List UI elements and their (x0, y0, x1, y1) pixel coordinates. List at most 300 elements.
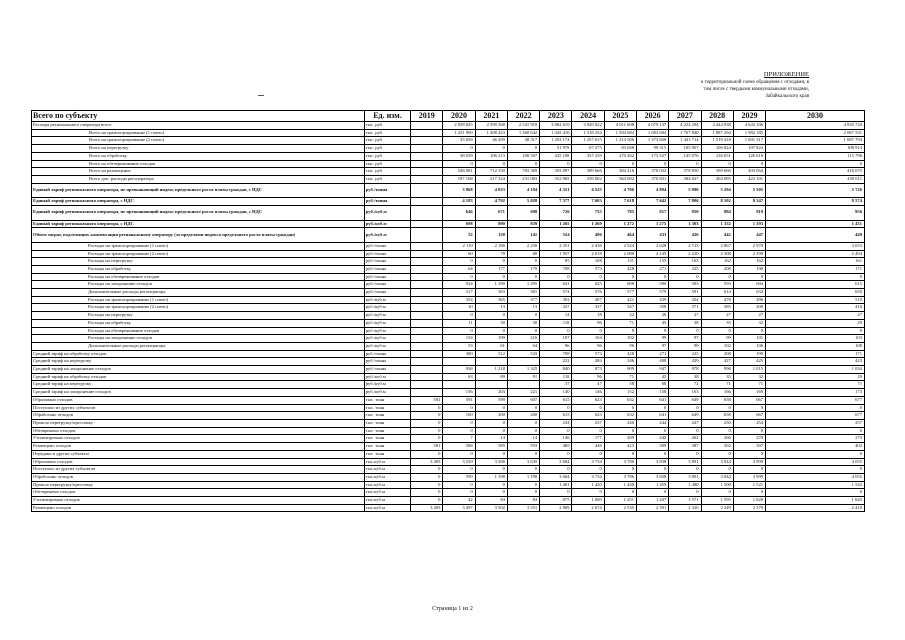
appendix-header (599, 70, 809, 100)
value-cell: 5 505 (733, 183, 765, 198)
table-row (32, 228, 865, 243)
row-label: Поступило из других субъектов (32, 404, 365, 412)
value-cell: 924 (443, 281, 475, 289)
value-cell: 1 275 (637, 220, 669, 228)
value-cell (411, 327, 443, 335)
value-cell: 96 (540, 342, 572, 350)
row-unit: руб./куб.м (364, 319, 410, 327)
appendix-title: ПРИЛОЖЕНИЕ (763, 71, 809, 78)
value-cell: 543 (507, 350, 539, 358)
value-cell: 4 894 (637, 183, 669, 198)
value-cell: 0 (637, 404, 669, 412)
value-cell: 158 (637, 389, 669, 397)
value-cell: 365 (475, 296, 507, 304)
row-label: Единый тариф регионального оператора, с НДС (32, 198, 365, 206)
table-row (32, 389, 865, 397)
value-cell: 97 (637, 342, 669, 350)
value-cell: 99 315 (637, 145, 669, 153)
value-cell: 1 269 (572, 220, 604, 228)
value-cell: 10 (443, 304, 475, 312)
row-unit: руб./куб.м (364, 327, 410, 335)
row-unit: руб./куб.м (364, 335, 410, 343)
value-cell: 244 (637, 419, 669, 427)
value-cell: 591 (669, 289, 701, 297)
value-cell (411, 281, 443, 289)
value-cell: 1 767 840 (669, 129, 701, 137)
value-cell: 593 (701, 281, 733, 289)
value-cell: 0 (507, 489, 539, 497)
value-cell: 3 838 (637, 458, 669, 466)
row-label: Расходы на обезвреживание отходов (32, 327, 365, 335)
value-cell: 585 (475, 443, 507, 451)
value-cell: 84 (475, 497, 507, 505)
value-cell: 667 (733, 396, 765, 404)
value-cell: 875 (540, 497, 572, 505)
table-row (32, 137, 865, 145)
value-cell: 337 (572, 304, 604, 312)
value-cell: 103 (766, 335, 865, 343)
table-row (32, 273, 865, 281)
value-cell: 0 (411, 489, 443, 497)
value-cell: 576 (572, 289, 604, 297)
value-cell: 257 (766, 419, 865, 427)
value-cell: 99 (669, 342, 701, 350)
value-cell: 71 (604, 373, 636, 381)
value-cell: 0 (604, 427, 636, 435)
row-label: Расходы на перегрузку (32, 312, 365, 320)
row-label: Единый тариф регионального оператора, с НДС (32, 220, 365, 228)
value-cell: 64 (443, 265, 475, 273)
row-unit: руб./куб.м (364, 220, 410, 228)
value-cell: 573 (572, 350, 604, 358)
value-cell (411, 373, 443, 381)
row-unit: тыс. тонн (364, 412, 410, 420)
value-cell: 726 (540, 205, 572, 220)
value-cell: 464 (604, 228, 636, 243)
value-cell: 0 (637, 466, 669, 474)
table-row (32, 145, 865, 153)
value-cell: 0 (507, 327, 539, 335)
table-row (32, 489, 865, 497)
row-unit: тыс. тонн (364, 404, 410, 412)
table-row (32, 373, 865, 381)
value-cell: 5 726 (766, 183, 865, 198)
value-cell: 426 (669, 228, 701, 243)
row-label: Обработано отходов (32, 412, 365, 420)
value-cell: 641 (637, 396, 669, 404)
value-cell: 2 399 (733, 250, 765, 258)
value-cell: 200 (507, 412, 539, 420)
value-cell: 1 034 (766, 366, 865, 374)
value-cell: 449 (766, 228, 865, 243)
value-cell: 698 (443, 220, 475, 228)
value-cell: 1 445 416 (540, 129, 572, 137)
value-cell: 1 257 615 (572, 137, 604, 145)
value-cell: 284 (572, 358, 604, 366)
value-cell: 0 (507, 258, 539, 266)
value-cell: 1 265 (540, 220, 572, 228)
value-cell (411, 228, 443, 243)
value-cell (411, 381, 443, 389)
row-label: Всего доп. расходы регоператора (32, 175, 365, 183)
value-cell: 623 (572, 396, 604, 404)
value-cell: 237 (572, 419, 604, 427)
value-cell: 199 (475, 335, 507, 343)
value-cell: 1 352 (701, 220, 733, 228)
value-cell: 427 (701, 358, 733, 366)
value-cell: 0 (572, 489, 604, 497)
table-row (32, 258, 865, 266)
table-row (32, 396, 865, 404)
value-cell: 2 080 (604, 250, 636, 258)
table-row (32, 183, 865, 198)
value-cell: 469 (540, 443, 572, 451)
value-cell: 0 (443, 450, 475, 458)
row-label: Размещено отходов (32, 504, 365, 512)
value-cell (411, 273, 443, 281)
value-cell: 209 (604, 435, 636, 443)
value-cell: 0 (572, 466, 604, 474)
value-cell: 7 642 (637, 198, 669, 206)
value-cell: 0 (669, 273, 701, 281)
value-cell: 115 796 (766, 152, 865, 160)
value-cell: 0 (411, 404, 443, 412)
value-cell (411, 129, 443, 137)
value-cell: 381 (507, 289, 539, 297)
value-cell: 29 (766, 319, 865, 327)
value-cell: 2 391 (637, 504, 669, 512)
row-unit: тыс. тонн (364, 427, 410, 435)
value-cell: 0 (411, 450, 443, 458)
table-row (32, 122, 865, 130)
value-cell: 658 (701, 412, 733, 420)
column-header: 2019 (411, 111, 443, 122)
value-cell: 0 (733, 427, 765, 435)
value-cell: 608 (604, 281, 636, 289)
row-unit: руб./тонна (364, 258, 410, 266)
value-cell: 708 (540, 350, 572, 358)
row-unit: руб./куб.м (364, 373, 410, 381)
value-cell: 0 (475, 404, 507, 412)
value-cell: 3 868 (443, 183, 475, 198)
value-cell: 173 527 (637, 152, 669, 160)
value-cell: 0 (604, 160, 636, 168)
value-cell: 0 (540, 450, 572, 458)
value-cell: 126 616 (733, 152, 765, 160)
value-cell: 0 (411, 481, 443, 489)
value-cell: 140 (540, 389, 572, 397)
value-cell: 0 (701, 404, 733, 412)
row-unit: руб./тонна (364, 198, 410, 206)
row-unit: руб./тонна (364, 242, 410, 250)
value-cell: 3 944 (701, 473, 733, 481)
value-cell: 275 (766, 435, 865, 443)
row-label: Обезврежено отходов (32, 427, 365, 435)
value-cell: 0 (604, 450, 636, 458)
row-label: Расходы на транспортирование (1 плечо) (32, 242, 365, 250)
value-cell: 2 867 (701, 242, 733, 250)
value-cell: 1 601 317 (733, 137, 765, 145)
value-cell: 0 (701, 273, 733, 281)
value-cell (411, 312, 443, 320)
value-cell: 108 507 (507, 152, 539, 160)
value-cell: 0 (669, 450, 701, 458)
value-cell: 0 (572, 404, 604, 412)
value-cell: 671 (475, 205, 507, 220)
value-cell: 429 (669, 358, 701, 366)
value-cell (411, 175, 443, 183)
value-cell: 422 101 (733, 175, 765, 183)
row-unit: руб./тонна (364, 366, 410, 374)
table-row (32, 198, 865, 206)
row-label: Расходы на захоронение отходов (32, 281, 365, 289)
value-cell: 2 379 (733, 504, 765, 512)
value-cell: 378 850 (669, 168, 701, 176)
row-label: Средний тариф на захоронение отходов (32, 366, 365, 374)
value-cell: 1 459 (637, 481, 669, 489)
value-cell: 1 480 (669, 481, 701, 489)
value-cell: 51 979 (540, 145, 572, 153)
value-cell: 399 (637, 443, 669, 451)
value-cell: 579 (637, 289, 669, 297)
value-cell: 0 (475, 327, 507, 335)
row-unit: тыс. тонн (364, 450, 410, 458)
value-cell: 677 (766, 396, 865, 404)
value-cell: 397 (733, 443, 765, 451)
value-cell: 0 (475, 312, 507, 320)
row-unit: руб./тонна (364, 183, 410, 198)
value-cell: 0 (637, 489, 669, 497)
value-cell: 0 (572, 273, 604, 281)
value-cell: 873 (572, 366, 604, 374)
value-cell: 1 687 793 (766, 137, 865, 145)
value-cell: 352 965 (540, 175, 572, 183)
value-cell: 0 (507, 450, 539, 458)
row-unit: руб./куб.м (364, 228, 410, 243)
value-cell: 0 (766, 427, 865, 435)
value-cell: 190 (733, 265, 765, 273)
value-cell: 0 (443, 427, 475, 435)
value-cell: 3 891 (669, 473, 701, 481)
value-cell: 1 620 (733, 497, 765, 505)
value-cell: 658 (701, 396, 733, 404)
value-cell: 370 831 (637, 175, 669, 183)
value-cell: 4 706 (604, 183, 636, 198)
value-cell: 0 (766, 273, 865, 281)
value-cell: 71 (733, 381, 765, 389)
value-cell: 677 (766, 412, 865, 420)
value-cell: 2 349 (701, 504, 733, 512)
column-header: 2026 (637, 111, 669, 122)
value-cell: 2 145 (637, 250, 669, 258)
value-cell (411, 160, 443, 168)
value-cell: 2 308 (701, 250, 733, 258)
value-cell: 35 658 (443, 137, 475, 145)
table-row (32, 342, 865, 350)
row-label: Расходы на обработку (32, 265, 365, 273)
value-cell: 45 (637, 319, 669, 327)
row-label: Размещено отходов (32, 443, 365, 451)
row-unit: руб./тонна (364, 273, 410, 281)
row-unit: руб./куб.м (364, 304, 410, 312)
value-cell: 171 (766, 265, 865, 273)
value-cell: 5 090 (669, 183, 701, 198)
value-cell: 408 (637, 358, 669, 366)
row-unit: тыс. тонн (364, 419, 410, 427)
value-cell: 1 015 (733, 366, 765, 374)
value-cell: 242 (637, 435, 669, 443)
row-unit: руб./тонна (364, 289, 410, 297)
value-cell (411, 389, 443, 397)
value-cell: 107 (540, 335, 572, 343)
value-cell: 577 (604, 289, 636, 297)
value-cell: 755 (572, 205, 604, 220)
value-cell: 363 (475, 289, 507, 297)
value-cell: 0 (475, 273, 507, 281)
value-cell: 3 635 (507, 458, 539, 466)
value-cell: 0 (540, 466, 572, 474)
value-cell: 27 (701, 312, 733, 320)
value-cell (411, 258, 443, 266)
value-cell: 1 401 (540, 481, 572, 489)
value-cell: 27 (766, 312, 865, 320)
value-cell (443, 381, 475, 389)
value-cell: 0 (604, 327, 636, 335)
value-cell: 785 (604, 205, 636, 220)
value-cell: 47 (572, 381, 604, 389)
value-cell: 108 914 (766, 145, 865, 153)
row-label: Утилизировано отходов (32, 435, 365, 443)
value-cell: 11 (443, 319, 475, 327)
value-cell (475, 381, 507, 389)
table-row (32, 296, 865, 304)
value-cell: 2 970 (733, 242, 765, 250)
value-cell: 8 102 (701, 198, 733, 206)
value-cell: 72 (669, 381, 701, 389)
table-body (32, 122, 865, 512)
value-cell: 2 723 (669, 242, 701, 250)
value-cell: 2 351 (540, 242, 572, 250)
value-cell: 0 (572, 427, 604, 435)
value-cell: 179 (507, 265, 539, 273)
table-row (32, 312, 865, 320)
value-cell: 0 (701, 160, 733, 168)
value-cell: 32 (733, 319, 765, 327)
value-cell: 1 440 (604, 481, 636, 489)
value-cell: 496 (572, 228, 604, 243)
value-cell: 632 (733, 289, 765, 297)
value-cell: 384 027 (669, 175, 701, 183)
value-cell: 161 (766, 258, 865, 266)
value-cell: 171 (766, 350, 865, 358)
table-row (32, 160, 865, 168)
value-cell: 649 (669, 412, 701, 420)
value-cell: 7 806 (669, 198, 701, 206)
value-cell (507, 381, 539, 389)
value-cell: 100 (443, 412, 475, 420)
value-cell: 1 251 900 (443, 129, 475, 137)
row-label: Прошло перегрузку/прессовку (32, 419, 365, 427)
value-cell: 101 (733, 335, 765, 343)
value-cell: 96 (604, 342, 636, 350)
table-row (32, 327, 865, 335)
value-cell: 2 018 (572, 250, 604, 258)
value-cell: 8 574 (766, 198, 865, 206)
stray-dash (258, 95, 264, 96)
row-unit: тыс. руб. (364, 152, 410, 160)
value-cell: 152 (604, 389, 636, 397)
value-cell (411, 137, 443, 145)
column-header: 2030 (766, 111, 865, 122)
value-cell: 38 (669, 373, 701, 381)
value-cell: 4 643 106 (733, 122, 765, 130)
value-cell: 359 002 (572, 175, 604, 183)
value-cell: 0 (475, 450, 507, 458)
value-cell: 0 (540, 404, 572, 412)
row-label: Средний тариф на перегрузку (32, 358, 365, 366)
row-unit: тыс.куб.м (364, 466, 410, 474)
value-cell: 3 483 (411, 504, 443, 512)
value-cell: 1 420 (572, 481, 604, 489)
value-cell: 1 272 (604, 220, 636, 228)
value-cell: 1 519 418 (701, 137, 733, 145)
value-cell: 38 039 (443, 152, 475, 160)
value-cell: 378 032 (637, 168, 669, 176)
value-cell: 0 (443, 160, 475, 168)
value-cell: 27 (733, 312, 765, 320)
column-header: Ед. изм. (364, 111, 410, 122)
value-cell: 217 324 (475, 175, 507, 183)
value-cell: 4 792 (475, 198, 507, 206)
value-cell: 3 684 (540, 473, 572, 481)
value-cell: 0 (443, 273, 475, 281)
value-cell: 0 (507, 404, 539, 412)
value-cell: 0 (701, 450, 733, 458)
value-cell: 1 594 684 (604, 129, 636, 137)
value-cell: 1 325 (507, 366, 539, 374)
value-cell: 37 (540, 381, 572, 389)
value-cell: 573 (572, 265, 604, 273)
value-cell: 208 (701, 265, 733, 273)
value-cell: 38 (669, 319, 701, 327)
value-cell: 3 734 (572, 473, 604, 481)
value-cell: 439 (637, 296, 669, 304)
value-cell: 7 (443, 435, 475, 443)
table-header-row (32, 111, 865, 122)
value-cell (411, 350, 443, 358)
value-cell: 60 (443, 250, 475, 258)
value-cell: 104 (572, 335, 604, 343)
value-cell: 632 (604, 396, 636, 404)
value-cell: 0 (701, 427, 733, 435)
row-unit: руб./куб.м (364, 381, 410, 389)
row-label: Единый тариф регионального оператора, не превышающий индекс предельного роста платы граждан, с НДС (32, 183, 365, 198)
value-cell: 4 055 (766, 473, 865, 481)
value-cell: 2 436 (572, 242, 604, 250)
value-cell: 3 551 (507, 504, 539, 512)
value-cell: 625 (572, 281, 604, 289)
value-cell: 250 (701, 419, 733, 427)
value-cell: 163 (669, 389, 701, 397)
row-unit: тыс.куб.м (364, 497, 410, 505)
value-cell: 512 (475, 350, 507, 358)
value-cell: 607 (507, 396, 539, 404)
value-cell: 240 (604, 419, 636, 427)
value-cell: 0 (475, 481, 507, 489)
value-cell: 254 (733, 419, 765, 427)
value-cell: 146 (572, 389, 604, 397)
appendix-line: к территориальной схеме обращения с отходами, в (700, 80, 809, 85)
